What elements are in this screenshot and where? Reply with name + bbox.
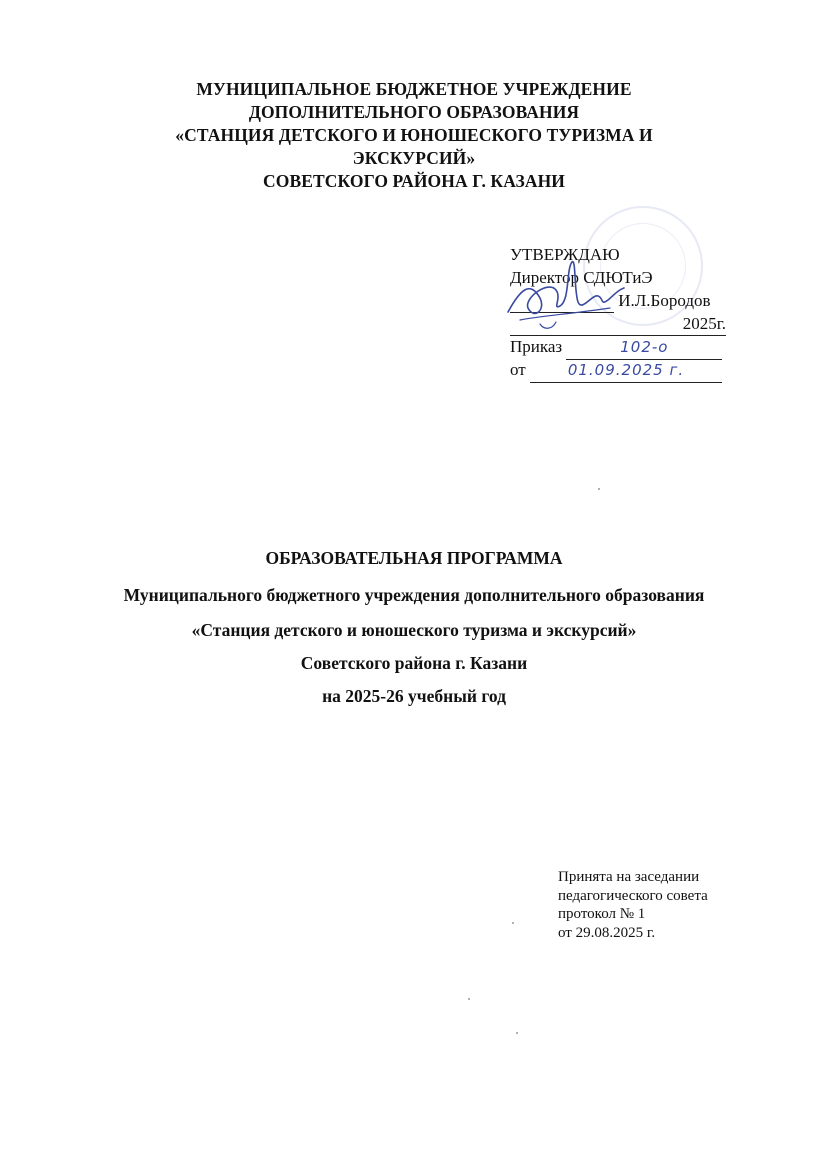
order-date-row: [510, 358, 750, 381]
signatory-name: И.Л.Бородов: [618, 291, 711, 310]
adoption-line: протокол № 1: [558, 906, 646, 922]
header-line: СОВЕТСКОГО РАЙОНА Г. КАЗАНИ: [263, 171, 565, 191]
program-subtitle: Советского района г. Казани: [300, 653, 528, 673]
header-line: МУНИЦИПАЛЬНОЕ БЮДЖЕТНОЕ УЧРЕЖДЕНИЕ: [196, 79, 632, 99]
adoption-line: Принята на заседании: [558, 869, 700, 885]
institution-header: [0, 78, 828, 193]
order-date-line: [530, 358, 722, 383]
header-line: ЭКСКУРСИЙ»: [352, 148, 476, 168]
adoption-note: [558, 868, 708, 942]
header-line: ДОПОЛНИТЕЛЬНОГО ОБРАЗОВАНИЯ: [248, 102, 580, 122]
approval-year: 2025г.: [682, 314, 726, 333]
order-date-label: от: [510, 360, 526, 379]
header-line: «СТАНЦИЯ ДЕТСКОГО И ЮНОШЕСКОГО ТУРИЗМА И: [175, 125, 653, 145]
program-subtitle: Муниципального бюджетного учреждения дополнительного образования: [123, 585, 705, 605]
approve-label: УТВЕРЖДАЮ: [510, 245, 620, 264]
program-subtitle: «Станция детского и юношеского туризма и экскурсий»: [191, 620, 637, 640]
scan-speck: [598, 488, 600, 490]
order-label: Приказ: [510, 337, 563, 356]
director-position: Директор СДЮТиЭ: [510, 268, 653, 287]
adoption-line: от 29.08.2025 г.: [558, 924, 656, 941]
program-title: ОБРАЗОВАТЕЛЬНАЯ ПРОГРАММА: [265, 548, 563, 568]
program-year: на 2025-26 учебный год: [322, 686, 506, 706]
scan-speck: [516, 1032, 518, 1034]
scan-speck: [512, 922, 514, 924]
order-number: 102-о: [620, 338, 669, 356]
order-date: 01.09.2025 г.: [567, 361, 685, 379]
director-signature: [500, 250, 630, 340]
adoption-line: педагогического совета: [558, 887, 708, 904]
scan-speck: [468, 998, 470, 1000]
